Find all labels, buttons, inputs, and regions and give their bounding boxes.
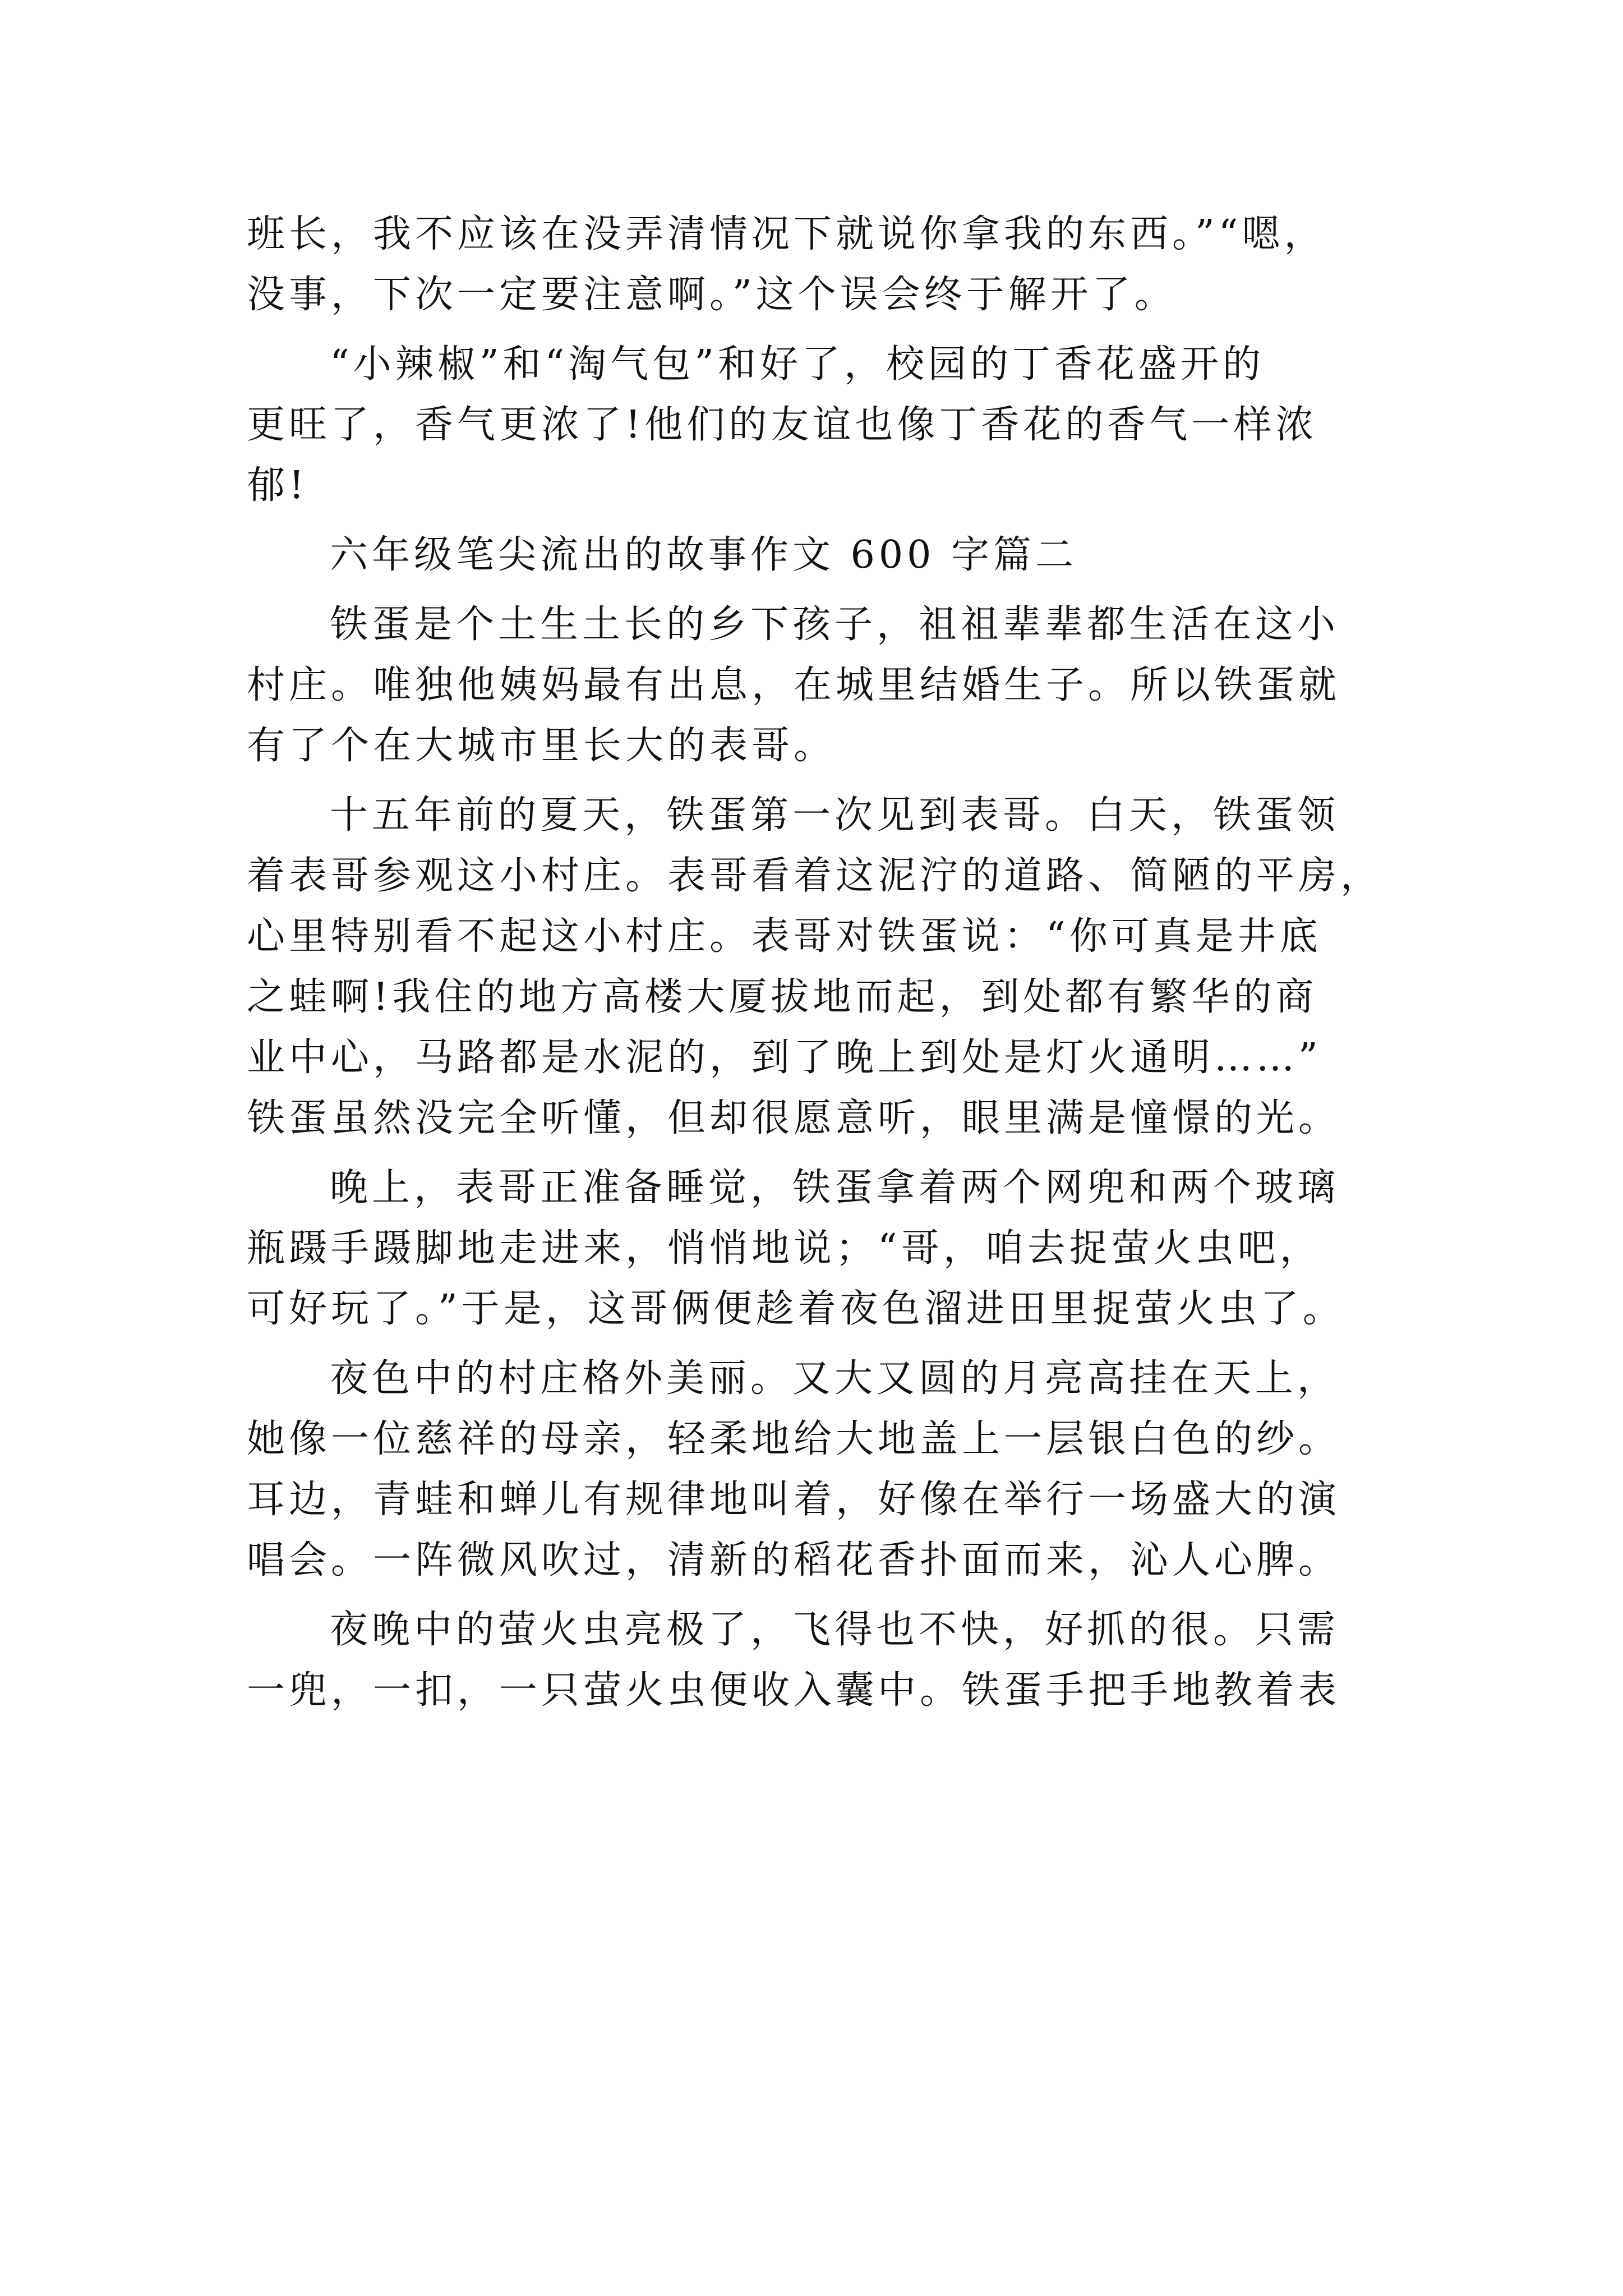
text-line: 铁蛋是个土生土长的乡下孩子，祖祖辈辈都生活在这小 [330,602,1340,647]
section-title: 六年级笔尖流出的故事作文 600 字篇二 [330,533,1078,577]
text-line: 村庄。唯独他姨妈最有出息，在城里结婚生子。所以铁蛋就 [247,663,1341,707]
text-line: 十五年前的夏天，铁蛋第一次见到表哥。白天，铁蛋领 [330,793,1340,838]
document-body [247,204,1391,1721]
text-line: 之蛙啊!我住的地方高楼大厦拔地而起，到处都有繁华的商 [247,975,1318,1019]
text-line: 唱会。一阵微风吹过，清新的稻花香扑面而来，沁人心脾。 [247,1538,1341,1582]
text-line: 夜色中的村庄格外美丽。又大又圆的月亮高挂在天上， [330,1356,1340,1401]
text-line: 她像一位慈祥的母亲，轻柔地给大地盖上一层银白色的纱。 [247,1417,1341,1461]
text-line: 班长，我不应该在没弄清情况下就说你拿我的东西。”“嗯， [247,212,1326,256]
text-line: “小辣椒”和“淘气包”和好了，校园的丁香花盛开的 [330,342,1265,386]
text-line: 晚上，表哥正准备睡觉，铁蛋拿着两个网兜和两个玻璃 [330,1166,1340,1210]
paragraph [247,785,1391,1149]
text-line: 瓶蹑手蹑脚地走进来，悄悄地说；“哥，咱去捉萤火虫吧， [247,1226,1322,1271]
text-line: 铁蛋虽然没完全听懂，但却很愿意听，眼里满是憧憬的光。 [247,1096,1341,1140]
text-line: 郁! [247,463,308,508]
text-line: 心里特别看不起这小村庄。表哥对铁蛋说：“你可真是井底 [247,914,1322,959]
paragraph [247,1600,1391,1721]
text-line: 业中心，马路都是水泥的，到了晚上到处是灯火通明……” [247,1036,1322,1080]
paragraph [247,204,1391,325]
paragraph [247,1158,1391,1340]
text-line: 更旺了，香气更浓了!他们的友谊也像丁香花的香气一样浓 [247,403,1318,447]
text-line: 一兜，一扣，一只萤火虫便收入囊中。铁蛋手把手地教着表 [247,1668,1341,1713]
text-line: 有了个在大城市里长大的表哥。 [247,724,836,768]
text-line: 着表哥参观这小村庄。表哥看着这泥泞的道路、简陋的平房， [247,854,1383,898]
text-line: 夜晚中的萤火虫亮极了，飞得也不快，好抓的很。只需 [330,1608,1340,1652]
section-heading [247,525,1391,586]
paragraph [247,595,1391,776]
paragraph [247,334,1391,516]
text-line: 没事，下次一定要注意啊。”这个误会终于解开了。 [247,273,1177,317]
paragraph [247,1349,1391,1591]
text-line: 耳边，青蛙和蝉儿有规律地叫着，好像在举行一场盛大的演 [247,1478,1341,1522]
text-line: 可好玩了。”于是，这哥俩便趁着夜色溜进田里捉萤火虫了。 [247,1287,1345,1331]
